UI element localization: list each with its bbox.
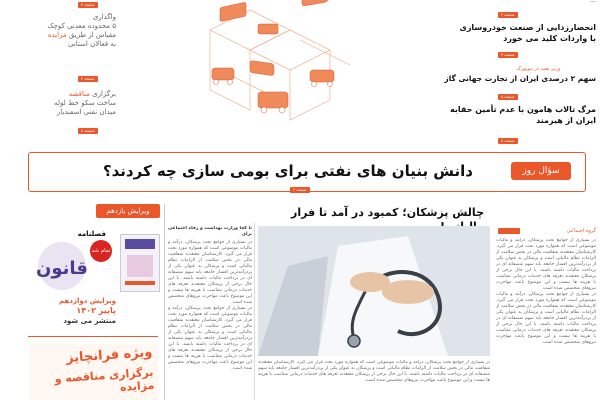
promo-line: ویژه فرانچایز [65,345,153,366]
page-tag: صفحه ۳ [498,52,518,58]
ad-promo [30,344,158,400]
ad-title: فصلنامه [77,230,106,238]
news-line: برگزاری مناقصه [68,90,116,98]
page-tag: صفحه ۴ [78,76,98,82]
section-header [496,228,596,236]
headline-line: انحصارزدایی از صنعت خودروسازی [459,23,596,32]
page-tag: صفحه ۸ [498,94,518,100]
news-line: ساخت سکو خط لوله [54,99,116,107]
headline-line: ایران از هیرمند [536,116,596,125]
magazine-cover [120,234,160,292]
body-text: در بسیاری از جوامع بحث پزشکان، درآمد و مالیات موضوعی است که همواره مورد بحث قرار می گیرد. کارشناسان معتقدند شفافیت مالی در بخش سلامت از الزامات نظام مالیاتی است و پزشکان به عنوان یکی از پردرآمدترین اقشار جامعه باید سهم منصفانه ای در پرداخت مالیات داشته باشند. با این حال برخی از پزشکان معتقدند تعرفه های خدمات درمانی متناسب با هزینه ها نیست و این موضوع باعث مهاجرت نیروهای متخصص شده است. [496,292,596,345]
top-left-column [0,0,120,138]
kicker: وزیر نفت در نیویورک [516,66,560,72]
intro-line: تا کجا وزارت بهداشت و رفاه اجتماعی برای [168,226,252,237]
body-column [168,226,252,400]
page-tag: صفحه ۲ [498,12,518,18]
body-text: در بسیاری از جوامع بحث پزشکان، درآمد و مالیات موضوعی است که همواره مورد بحث قرار می گیرد. کارشناسان معتقدند شفافیت مالی در بخش سلامت از الزامات نظام مالیاتی است و پزشکان به عنوان یکی از پردرآمدترین اقشار جامعه باید سهم منصفانه ای در پرداخت مالیات داشته باشند. با این حال برخی از پزشکان معتقدند تعرفه های خدمات درمانی متناسب با هزینه ها نیست و این موضوع باعث مهاجرت نیروهای متخصص شده است. [496,238,596,291]
question-label: سؤال روز [511,162,571,180]
body-text: در بسیاری از جوامع بحث پزشکان، درآمد و مالیات موضوعی است که همواره مورد بحث قرار می گیرد. کارشناسان معتقدند شفافیت مالی در بخش سلامت از الزامات نظام مالیاتی است و پزشکان به عنوان یکی از پردرآمدترین اقشار جامعه باید سهم منصفانه ای در پرداخت مالیات داشته باشند. با این حال برخی از پزشکان معتقدند تعرفه های خدمات درمانی متناسب با هزینه ها نیست و این موضوع باعث مهاجرت نیروهای متخصص شده است. [168,306,252,371]
news-headline[interactable]: سهم ۲ درصدی ایران از تجارت جهانی گاز [444,74,596,83]
article-headline[interactable]: چالش پزشکان؛ کمبود در آمد تا فرار [291,206,484,219]
ad-badge: ویرایش یازدهم [96,204,160,218]
news-item[interactable] [2,13,116,49]
question-headline: دانش بنیان های نفتی برای بومی سازی چه کردند؟ [102,162,473,180]
section-logo-icon [498,228,520,234]
body-text: در بسیاری از جوامع بحث پزشکان، درآمد و مالیات موضوعی است که همواره مورد بحث قرار می گیرد. کارشناسان معتقدند شفافیت مالی در بخش سلامت از الزامات نظام مالیاتی است و پزشکان به عنوان یکی از پردرآمدترین اقشار جامعه باید سهم منصفانه ای در پرداخت مالیات داشته باشند. با این حال برخی از پزشکان معتقدند تعرفه های خدمات درمانی متناسب با هزینه ها نیست و این موضوع باعث مهاجرت نیروهای متخصص شده است. [258,360,490,383]
column-divider [254,222,255,400]
section-label: گروه اجتماعی [566,228,596,234]
headline-line: با واردات کلید می خورد [503,34,596,43]
news-line: مقیاس از طریق مزایده [47,31,116,39]
logo-icon [32,236,92,300]
news-line: ۵ محدوده معدنی کوچک [47,22,116,30]
ad-lines [44,296,116,326]
page-tag: صفحه ۸ [78,128,98,134]
page-tag: صفحه ۸ [498,138,518,144]
ad-divider [28,336,158,337]
illustration-panel [190,0,370,130]
page-tag: صفحه ۲ [290,187,310,193]
news-item[interactable] [2,90,116,117]
price-badge: تمام شد [90,240,112,262]
logo-text: قانون [36,258,88,279]
ad-line: ویرایش دوازدهم [58,297,116,305]
body-text: در بسیاری از جوامع بحث پزشکان، درآمد و مالیات موضوعی است که همواره مورد بحث قرار می گیرد. کارشناسان معتقدند شفافیت مالی در بخش سلامت از الزامات نظام مالیاتی است و پزشکان به عنوان یکی از پردرآمدترین اقشار جامعه باید سهم منصفانه ای در پرداخت مالیات داشته باشند. با این حال برخی از پزشکان معتقدند تعرفه های خدمات درمانی متناسب با هزینه ها نیست و این موضوع باعث مهاجرت نیروهای متخصص شده است. [168,240,252,305]
article-photo [258,226,490,356]
question-bar[interactable] [28,152,586,192]
ad-panel[interactable] [26,204,162,400]
truncated-line [446,0,596,2]
body-column [496,238,596,400]
ad-line: منتشر می شود [63,317,116,325]
news-line: میدان نفتی اسفندیار [56,108,116,116]
highlight: مزایده [47,31,67,39]
highlight: مناقصه [68,90,90,98]
ad-line: پاییز ۱۴۰۲ [76,306,116,315]
news-line: به فعالان استانی [68,40,116,48]
page-tag: صفحه ۴ [78,2,98,8]
news-headline[interactable] [446,104,596,126]
vehicles-illustration [190,0,370,130]
news-line: واگذاری [92,13,116,21]
top-right-column [438,0,600,148]
body-column [258,360,490,400]
doctor-stethoscope-image [258,226,490,356]
column-divider [164,204,165,400]
headline-line: مرگ تالاب هامون با عدم تأمین حقابه [450,105,596,114]
news-headline[interactable] [446,22,596,44]
promo-line: برگزاری مناقصه و مزایده [54,365,155,395]
